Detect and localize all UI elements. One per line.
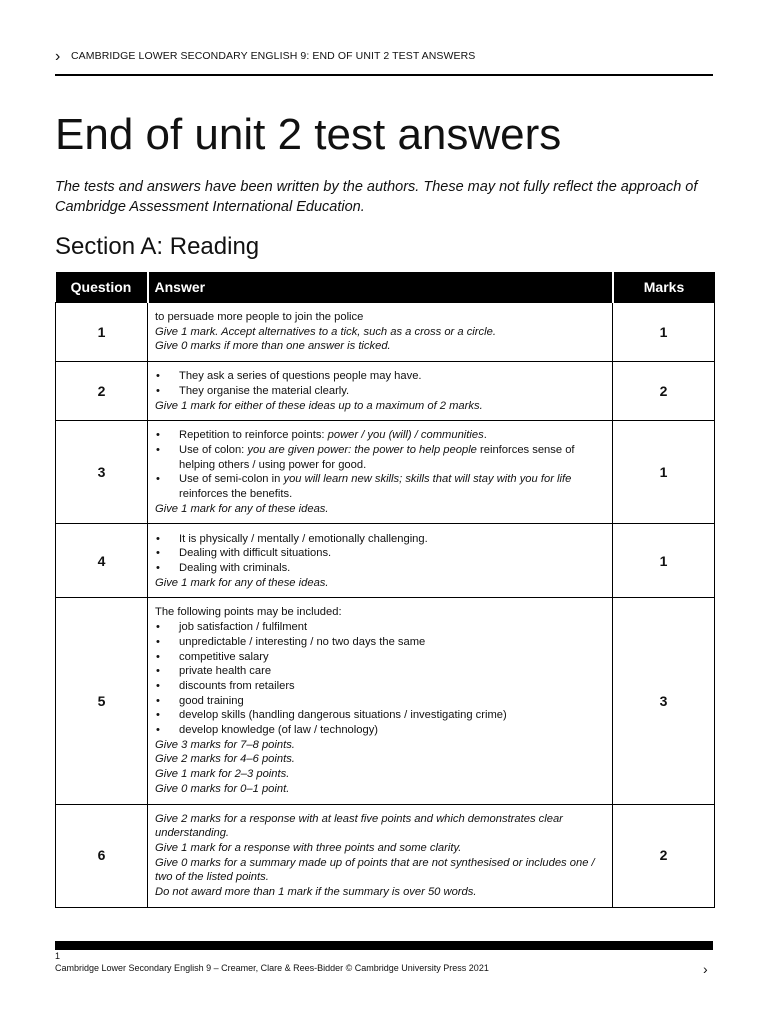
marking-guidance: Give 2 marks for 4–6 points. xyxy=(155,753,295,766)
table-row xyxy=(56,598,715,804)
list-item xyxy=(155,664,606,679)
footer-rule xyxy=(55,941,713,950)
list-item xyxy=(155,428,606,443)
table-row xyxy=(56,362,715,421)
question-number: 4 xyxy=(56,524,148,598)
question-number: 5 xyxy=(56,598,148,804)
answer-bullet-list xyxy=(155,532,606,576)
list-item xyxy=(155,679,606,694)
marks-value: 2 xyxy=(613,362,715,421)
table-body xyxy=(56,303,715,908)
answer-text: They ask a series of questions people may have. xyxy=(179,370,422,383)
answer-text: good training xyxy=(179,694,244,707)
column-header-answer: Answer xyxy=(148,272,613,303)
quoted-example: you will learn new skills; skills that will stay with you for life xyxy=(283,473,572,486)
answer-bullet-list xyxy=(155,369,606,398)
answers-table xyxy=(55,272,715,908)
list-item xyxy=(155,443,606,472)
answer-cell xyxy=(148,804,613,907)
list-item xyxy=(155,694,606,709)
list-item xyxy=(155,650,606,665)
quoted-example: power / you (will) / communities xyxy=(327,429,484,442)
answer-text: reinforces the benefits. xyxy=(179,488,293,501)
chevron-right-icon: › xyxy=(703,961,708,977)
list-item xyxy=(155,384,606,399)
list-item xyxy=(155,546,606,561)
marking-guidance: Give 1 mark for either of these ideas up to a maximum of 2 marks. xyxy=(155,399,483,412)
column-header-marks: Marks xyxy=(613,272,715,303)
table-header-row xyxy=(56,272,715,303)
table-row xyxy=(56,303,715,362)
list-item xyxy=(155,532,606,547)
answer-text: Dealing with difficult situations. xyxy=(179,547,332,560)
answer-text: develop skills (handling dangerous situations / investigating crime) xyxy=(179,709,507,722)
answer-text: discounts from retailers xyxy=(179,679,295,692)
marks-value: 1 xyxy=(613,524,715,598)
answer-cell xyxy=(148,421,613,524)
answer-text: Use of colon: xyxy=(179,443,248,456)
answer-cell xyxy=(148,303,613,362)
column-header-question: Question xyxy=(56,272,148,303)
answer-text: Repetition to reinforce points: xyxy=(179,429,328,442)
marking-guidance: Give 0 marks for a summary made up of points that are not synthesised or includes one / two of the listed points. xyxy=(155,856,595,884)
marking-guidance: Give 1 mark for any of these ideas. xyxy=(155,502,329,515)
answer-text: The following points may be included: xyxy=(155,606,342,619)
table-row xyxy=(56,421,715,524)
list-item xyxy=(155,472,606,501)
list-item xyxy=(155,635,606,650)
answer-text: They organise the material clearly. xyxy=(179,384,350,397)
question-number: 2 xyxy=(56,362,148,421)
answer-text: develop knowledge (of law / technology) xyxy=(179,724,379,737)
marking-guidance: Give 2 marks for a response with at least five points and which demonstrates clear understanding. xyxy=(155,812,563,840)
running-header-text: CAMBRIDGE LOWER SECONDARY ENGLISH 9: END OF UNIT 2 TEST ANSWERS xyxy=(71,50,476,62)
answer-text: Use of semi-colon in xyxy=(179,473,284,486)
answer-text: job satisfaction / fulfilment xyxy=(179,621,308,634)
section-title: Section A: Reading xyxy=(55,233,260,260)
marking-guidance: Give 3 marks for 7–8 points. xyxy=(155,738,295,751)
answer-cell xyxy=(148,524,613,598)
marks-value: 2 xyxy=(613,804,715,907)
footer-credit: Cambridge Lower Secondary English 9 – Creamer, Clare & Rees-Bidder © Cambridge University Press 2021 xyxy=(55,963,489,973)
answer-text: competitive salary xyxy=(179,650,269,663)
marks-value: 1 xyxy=(613,303,715,362)
answer-cell xyxy=(148,362,613,421)
list-item xyxy=(155,561,606,576)
table-row xyxy=(56,804,715,907)
answer-text: Dealing with criminals. xyxy=(179,561,291,574)
answer-text: reinforces sense of helping others / using power for good. xyxy=(179,443,575,471)
marks-value: 1 xyxy=(613,421,715,524)
page-title: End of unit 2 test answers xyxy=(55,110,562,159)
list-item xyxy=(155,708,606,723)
question-number: 1 xyxy=(56,303,148,362)
list-item xyxy=(155,723,606,738)
table-row xyxy=(56,524,715,598)
question-number: 6 xyxy=(56,804,148,907)
list-item xyxy=(155,369,606,384)
intro-text: The tests and answers have been written by the authors. These may not fully reflect the approach of Cambridge Assessment International Education. xyxy=(55,179,698,215)
marks-value: 3 xyxy=(613,598,715,804)
answer-bullet-list xyxy=(155,428,606,502)
quoted-example: you are given power: the power to help people xyxy=(247,443,477,456)
marking-guidance: Give 1 mark for any of these ideas. xyxy=(155,576,329,589)
answer-text: . xyxy=(483,429,487,442)
running-header xyxy=(55,46,713,76)
question-number: 3 xyxy=(56,421,148,524)
answer-bullet-list xyxy=(155,620,606,738)
answer-text: private health care xyxy=(179,665,272,678)
page-number: 1 xyxy=(55,951,61,961)
marking-guidance: Do not award more than 1 mark if the summary is over 50 words. xyxy=(155,886,477,899)
marking-guidance: Give 1 mark for a response with three points and some clarity. xyxy=(155,841,462,854)
chevron-right-icon: › xyxy=(55,48,61,65)
marking-guidance: Give 0 marks if more than one answer is ticked. xyxy=(155,340,391,353)
answer-text: to persuade more people to join the police xyxy=(155,311,364,323)
marking-guidance: Give 1 mark. Accept alternatives to a tick, such as a cross or a circle. xyxy=(155,325,496,338)
marking-guidance: Give 0 marks for 0–1 point. xyxy=(155,782,290,795)
answer-text: unpredictable / interesting / no two days the same xyxy=(179,635,426,648)
marking-guidance: Give 1 mark for 2–3 points. xyxy=(155,768,290,781)
list-item xyxy=(155,620,606,635)
answer-text: It is physically / mentally / emotionally challenging. xyxy=(179,532,428,545)
answer-cell xyxy=(148,598,613,804)
